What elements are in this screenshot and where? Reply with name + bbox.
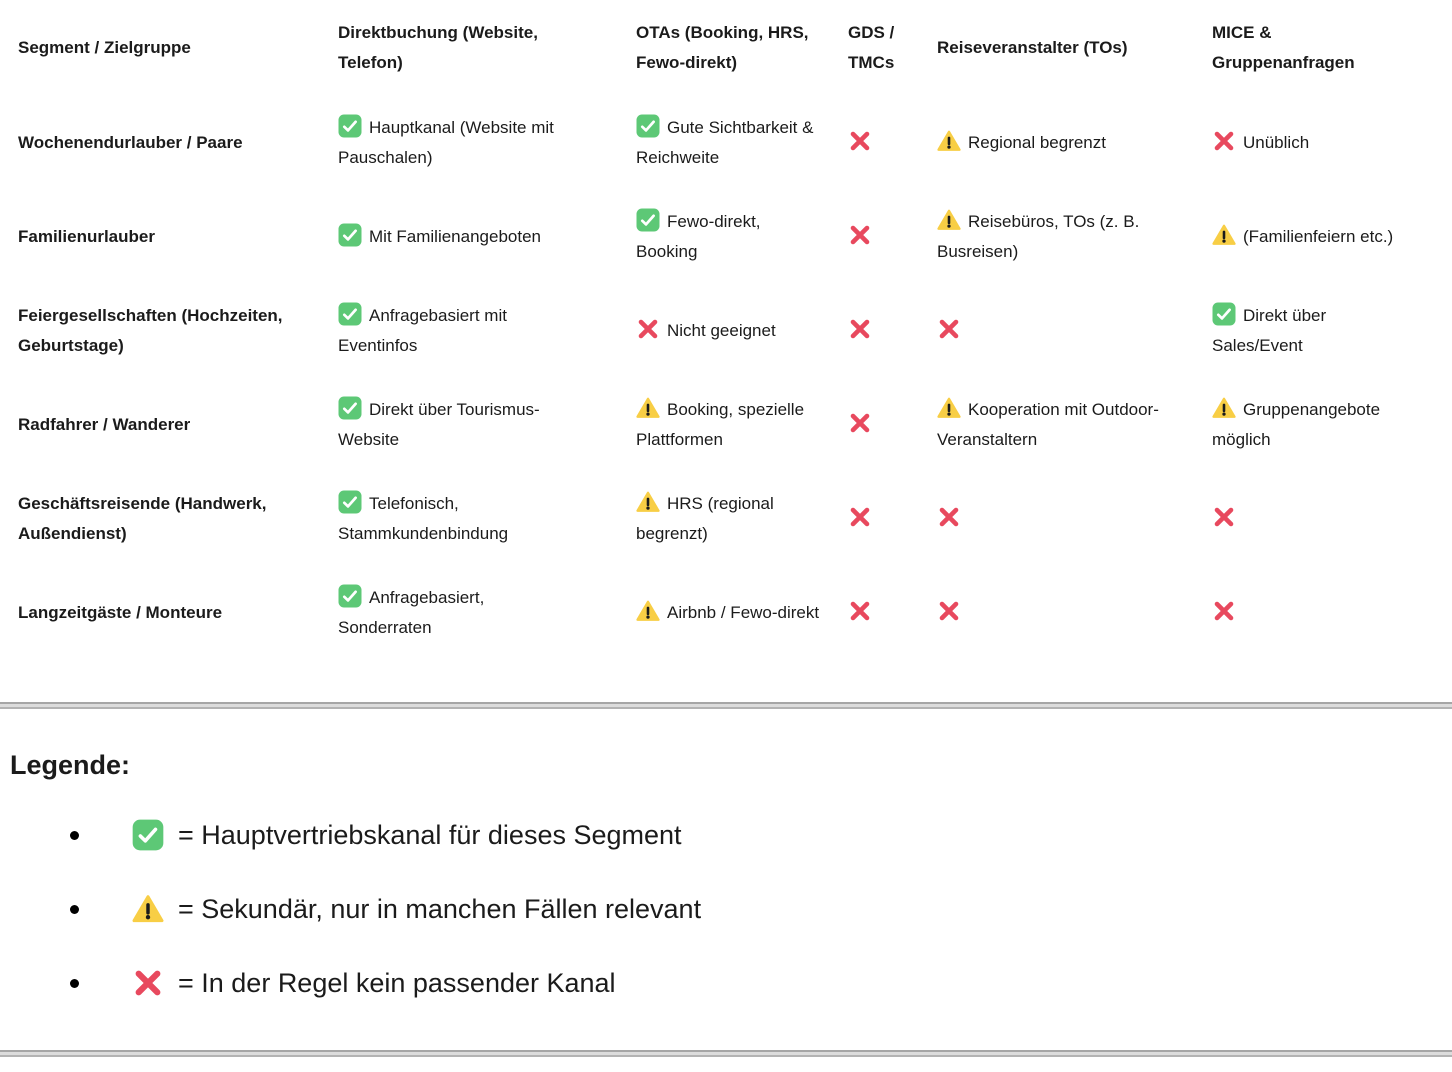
- table-cell: [1212, 96, 1452, 190]
- table-cell: [848, 190, 937, 284]
- table-cell: [636, 566, 848, 660]
- warning-icon: [937, 208, 961, 232]
- table-header-row: [18, 0, 1452, 96]
- check-icon: [338, 223, 362, 247]
- cell-text: Reisebüros, TOs (z. B. Busreisen): [937, 212, 1140, 261]
- check-icon: [1212, 302, 1236, 326]
- bullet-icon: [70, 979, 79, 988]
- cell-text: Booking, spezielle Plattformen: [636, 400, 805, 449]
- table-row: [18, 566, 1452, 660]
- column-header-otas: [636, 0, 848, 96]
- table-cell: [338, 190, 636, 284]
- column-header-segment: [18, 0, 338, 96]
- column-header-reiseveranstalter: [937, 0, 1212, 96]
- cross-icon: [636, 317, 660, 341]
- table-cell: [636, 472, 848, 566]
- segment-cell: [18, 472, 338, 566]
- cross-icon: [937, 317, 961, 341]
- column-header-label: Reiseveranstalter (TOs): [937, 38, 1128, 57]
- table-cell: [937, 190, 1212, 284]
- column-header-label: OTAs (Booking, HRS, Fewo-direkt): [636, 23, 809, 72]
- legend-list: [10, 818, 1452, 1000]
- table-cell: [338, 378, 636, 472]
- warning-icon: [937, 396, 961, 420]
- warning-icon: [636, 490, 660, 514]
- cell-text: Direkt über Sales/Event: [1212, 306, 1327, 355]
- check-icon: [338, 114, 362, 138]
- segment-cell: [18, 566, 338, 660]
- table-cell: [338, 96, 636, 190]
- table-row: [18, 190, 1452, 284]
- warning-icon: [636, 599, 660, 623]
- bullet-icon: [70, 905, 79, 914]
- cell-text: Mit Familienangeboten: [369, 227, 541, 246]
- segment-cell: [18, 378, 338, 472]
- check-icon: [338, 302, 362, 326]
- cross-icon: [848, 505, 872, 529]
- section-divider: [0, 1050, 1452, 1057]
- cross-icon: [848, 129, 872, 153]
- check-icon: [132, 819, 164, 851]
- table-cell: [937, 378, 1212, 472]
- table-cell: [338, 284, 636, 378]
- cell-text: Fewo-direkt, Booking: [636, 212, 761, 261]
- segment-label: Familienurlauber: [18, 227, 155, 246]
- table-cell: [848, 378, 937, 472]
- column-header-label: Direktbuchung (Website, Telefon): [338, 23, 538, 72]
- cross-icon: [1212, 505, 1236, 529]
- warning-icon: [1212, 223, 1236, 247]
- cell-text: HRS (regional begrenzt): [636, 494, 774, 543]
- segment-label: Geschäftsreisende (Handwerk, Außendienst): [18, 494, 267, 543]
- cross-icon: [848, 599, 872, 623]
- warning-icon: [937, 129, 961, 153]
- bullet-icon: [70, 831, 79, 840]
- cell-text: Gruppenangebote möglich: [1212, 400, 1381, 449]
- column-header-mice: [1212, 0, 1452, 96]
- cell-text: Nicht geeignet: [667, 321, 776, 340]
- segment-cell: [18, 96, 338, 190]
- check-icon: [636, 114, 660, 138]
- table-cell: [937, 566, 1212, 660]
- cell-text: Direkt über Tourismus-Website: [338, 400, 540, 449]
- warning-icon: [636, 396, 660, 420]
- column-header-label: MICE & Gruppenanfragen: [1212, 23, 1355, 72]
- segment-label: Feiergesellschaften (Hochzeiten, Geburtstage): [18, 306, 283, 355]
- table-cell: [636, 96, 848, 190]
- column-header-gds-tmcs: [848, 0, 937, 96]
- segment-label: Radfahrer / Wanderer: [18, 415, 191, 434]
- cross-icon: [1212, 129, 1236, 153]
- segment-cell: [18, 190, 338, 284]
- cell-text: Gute Sichtbarkeit & Reichweite: [636, 118, 814, 167]
- legend-item: [10, 892, 1452, 926]
- segment-label: Wochenendurlauber / Paare: [18, 133, 243, 152]
- cross-icon: [1212, 599, 1236, 623]
- table-cell: [1212, 284, 1452, 378]
- table-cell: [338, 566, 636, 660]
- table-cell: [848, 472, 937, 566]
- column-header-direktbuchung: [338, 0, 636, 96]
- cell-text: Anfragebasiert, Sonderraten: [338, 588, 485, 637]
- cross-icon: [937, 505, 961, 529]
- check-icon: [636, 208, 660, 232]
- column-header-label: GDS / TMCs: [848, 23, 895, 72]
- legend-title: Legende:: [10, 750, 131, 780]
- warning-icon: [1212, 396, 1236, 420]
- table-row: [18, 96, 1452, 190]
- table-cell: [937, 472, 1212, 566]
- column-header-label: Segment / Zielgruppe: [18, 38, 191, 57]
- legend-item: [10, 818, 1452, 852]
- legend-item-text: = Sekundär, nur in manchen Fällen relevant: [178, 894, 702, 924]
- cell-text: Hauptkanal (Website mit Pauschalen): [338, 118, 554, 167]
- section-divider: [0, 702, 1452, 709]
- table-row: [18, 378, 1452, 472]
- table-row: [18, 284, 1452, 378]
- table-cell: [848, 96, 937, 190]
- table-cell: [636, 378, 848, 472]
- legend-item-text: = Hauptvertriebskanal für dieses Segment: [178, 820, 682, 850]
- table-cell: [338, 472, 636, 566]
- table-cell: [1212, 472, 1452, 566]
- cross-icon: [848, 411, 872, 435]
- legend-section: [0, 748, 1452, 1000]
- table-cell: [937, 96, 1212, 190]
- check-icon: [338, 584, 362, 608]
- table-cell: [636, 190, 848, 284]
- cell-text: Regional begrenzt: [968, 133, 1106, 152]
- check-icon: [338, 396, 362, 420]
- warning-icon: [132, 893, 164, 925]
- cross-icon: [848, 317, 872, 341]
- table-cell: [848, 566, 937, 660]
- segment-label: Langzeitgäste / Monteure: [18, 603, 223, 622]
- cell-text: Anfragebasiert mit Eventinfos: [338, 306, 507, 355]
- cell-text: Kooperation mit Outdoor-Veranstaltern: [937, 400, 1159, 449]
- cross-icon: [848, 223, 872, 247]
- table-cell: [1212, 190, 1452, 284]
- table-cell: [1212, 566, 1452, 660]
- cell-text: Unüblich: [1243, 133, 1310, 152]
- cell-text: (Familienfeiern etc.): [1243, 227, 1394, 246]
- segment-cell: [18, 284, 338, 378]
- table-cell: [937, 284, 1212, 378]
- table-row: [18, 472, 1452, 566]
- check-icon: [338, 490, 362, 514]
- table-cell: [636, 284, 848, 378]
- cross-icon: [937, 599, 961, 623]
- table-cell: [1212, 378, 1452, 472]
- legend-item-text: = In der Regel kein passender Kanal: [178, 968, 616, 998]
- legend-item: [10, 966, 1452, 1000]
- table-cell: [848, 284, 937, 378]
- cross-icon: [132, 967, 164, 999]
- cell-text: Airbnb / Fewo-direkt: [667, 603, 820, 622]
- cell-text: Telefonisch, Stammkundenbindung: [338, 494, 509, 543]
